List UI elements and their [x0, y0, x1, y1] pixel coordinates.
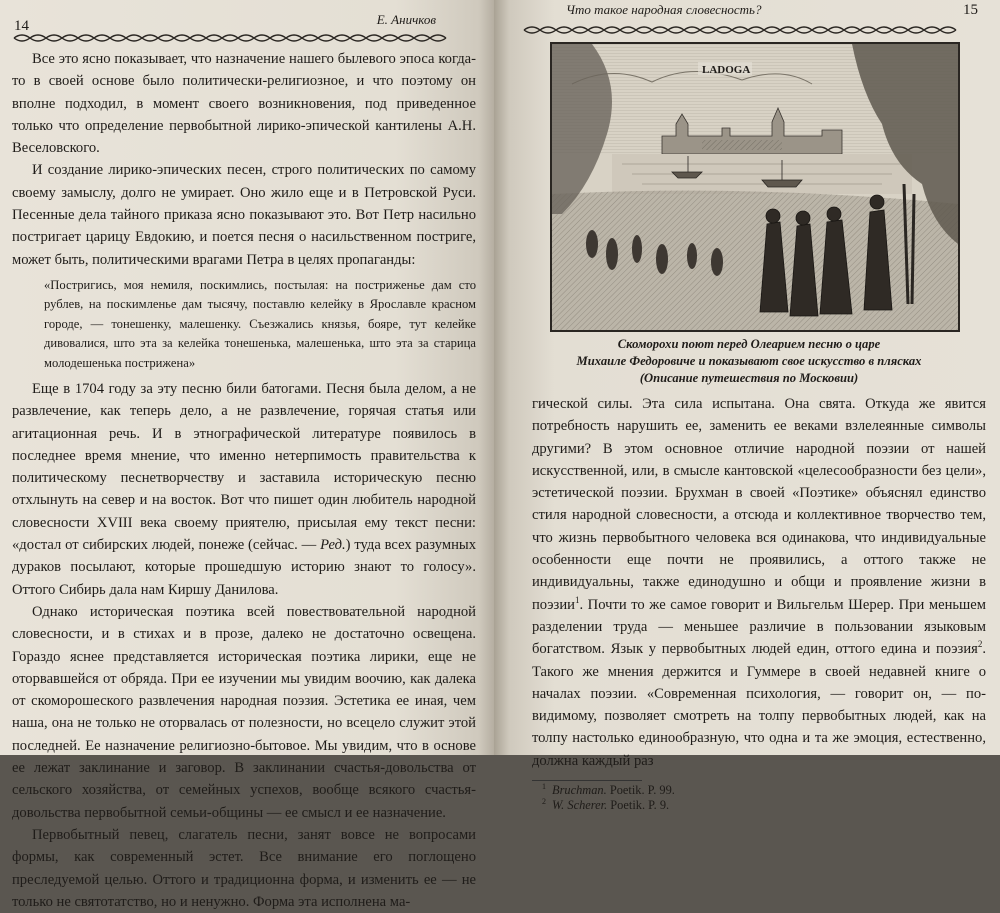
right-body [532, 393, 986, 772]
paragraph: Все это ясно показывает, что назначение нашего былевого эпоса когда-то в своей основе было политически-религиозное, и что поэтому он вполне подходил, в момент своего возникновения, под приведенное только что определение первобытной лирико-эпической кантилены А.Н. Веселовского. [12, 51, 476, 157]
left-page [0, 0, 494, 910]
figure-caption [532, 336, 986, 387]
paragraph: Первобытный певец, слагатель песни, занят вовсе не вопросами формы, как современный эстет. Все внимание его поглощено преследуемой целью. Оттого и традиционна форма, и изменить ее — не только не святотатство, но и ненужно. Форма эта исполнена ма- [12, 826, 476, 910]
paragraph: Однако историческая поэтика всей повествовательной народной словесности, и в стихах и в прозе, далеко не достаточно освещена. Гораздо яснее представляется историческая поэтика лирики, еще не оторвавшейся от обряда. При ее изучении мы увидим воочию, как далека от скоморошеского развлечения народная поэзия. Эстетика ее иная, чем наша, она не только не оторвалась от полезности, но всецело служит этой последней. Ее назначение религиозно-бытовое. Мы увидим, что в основе ее лежат заклинание и заговор. В заклинании счастья-довольства от сельского хозяйства, от семейных успехов, вообще всякого счастья-довольства первобытной семьи-общины — ее смысл и ее назначение. [12, 603, 476, 821]
right-running-head: Что такое народная словесность? [566, 2, 762, 17]
footnote: $^1$ Bruchman. Poetik. P. 99. [542, 781, 675, 798]
left-running-head: Е. Аничков [376, 12, 436, 27]
left-page-number: 14 [14, 18, 29, 34]
caption-line: (Описание путешествия по Московии) [639, 371, 859, 385]
paragraph: И создание лирико-эпических песен, строго политических по самому своему замыслу, долго не умирает. Оно жило еще и в Петровской Руси. Песенные дела тайного приказа ясно показывают это. Вот Петр насильно постригает царицу Евдокию, и поется песня о насильственном постриге, может быть, политическими врагами Петра в целях пропаганды: [12, 162, 476, 268]
engraving-illustration [550, 42, 960, 332]
left-header [12, 0, 476, 34]
header-ornament [522, 24, 962, 36]
right-page [494, 0, 1000, 813]
engraving-scene [552, 44, 958, 330]
paragraph: гической силы. Эта сила испытана. Она свята. Откуда же явится потребность нарушить ее, заменить ее веками взлелеянные символы другими? В этом основное отличие народной поэзии от нашей искусственной, или, в смысле кантовской «целесообразности без цели», эстетической поэзии. Брухман в своей «Поэтике» объяснял единство стиля народной словесности, а отсюда и коллективное творчество тем, что жизнь первобытного человека вся одинакова, что индивидуальные особенности еще почти не проявились, а оттого также не индивидуальны, также единодушно и общи и проявление жизни в поэзии$^1$. Почти то же самое говорит и Вильгельм Шерер. При меньшем разделении труда — меньшее различие в пользовании языковым богатством. Язык у первобытных людей един, оттого едина и поэзия$^2$. Такого же мнения держится и Гуммере в своей недавней книге о началах поэзии. «Современная психология, — говорит он, — по-видимому, позволяет смотреть на толпу первобытных людей, как на толпу настолько единообразную, что одна и та же эмоция, естественно, должна каждый раз [532, 396, 986, 769]
left-body [12, 48, 476, 913]
footnote-ref: 2 [977, 639, 983, 650]
quote-text: «Постригись, моя немиля, поскимлись, постылая: на постриженье дам сто рублев, на поскимленье дам тысячу, поставлю келейку в Ярославле красном городе, — тонешенку, малешенку. Съезжались князья, бояре, тут келейке дивовалися, што эта за келейка тонешенька, малешенька, што эта за старица молодешенька пострижена» [44, 277, 476, 370]
footnote-ref: 1 [574, 594, 580, 605]
song-quote [44, 276, 476, 373]
header-ornament [12, 32, 452, 44]
figure-label: LADOGA [702, 64, 751, 76]
caption-line: Скоморохи поют перед Олеарием песню о царе [617, 337, 881, 351]
right-header [532, 0, 986, 22]
footnote: $^2$ W. Scherer. Poetik. P. 9. [542, 796, 670, 813]
paragraph: Еще в 1704 году за эту песню били батогами. Песня была делом, а не развлечение, как теперь дело, а не развлечение, горячая статья или агитационная речь. И в этнографической литературе появилось в последнее время мнение, что именно нетерпимость правительства к политическому песнетворчеству и заставила историческую песню отхлынуть на север и на восток. Вот что пишет один любитель народной словесности XVIII века своему приятелю, присылая ему текст песни: «достал от сибирских людей, понеже (сейчас. — Ред.) туда всех разумных дураков посылают, которые прошедшую историю знают то голосу». Оттого Сибирь дала нам Киршу Данилова. [12, 381, 476, 598]
footnote-rule [532, 780, 642, 781]
caption-line: Михаиле Федоровиче и показывают свое искусство в плясках [576, 354, 922, 368]
right-page-number: 15 [963, 2, 978, 18]
